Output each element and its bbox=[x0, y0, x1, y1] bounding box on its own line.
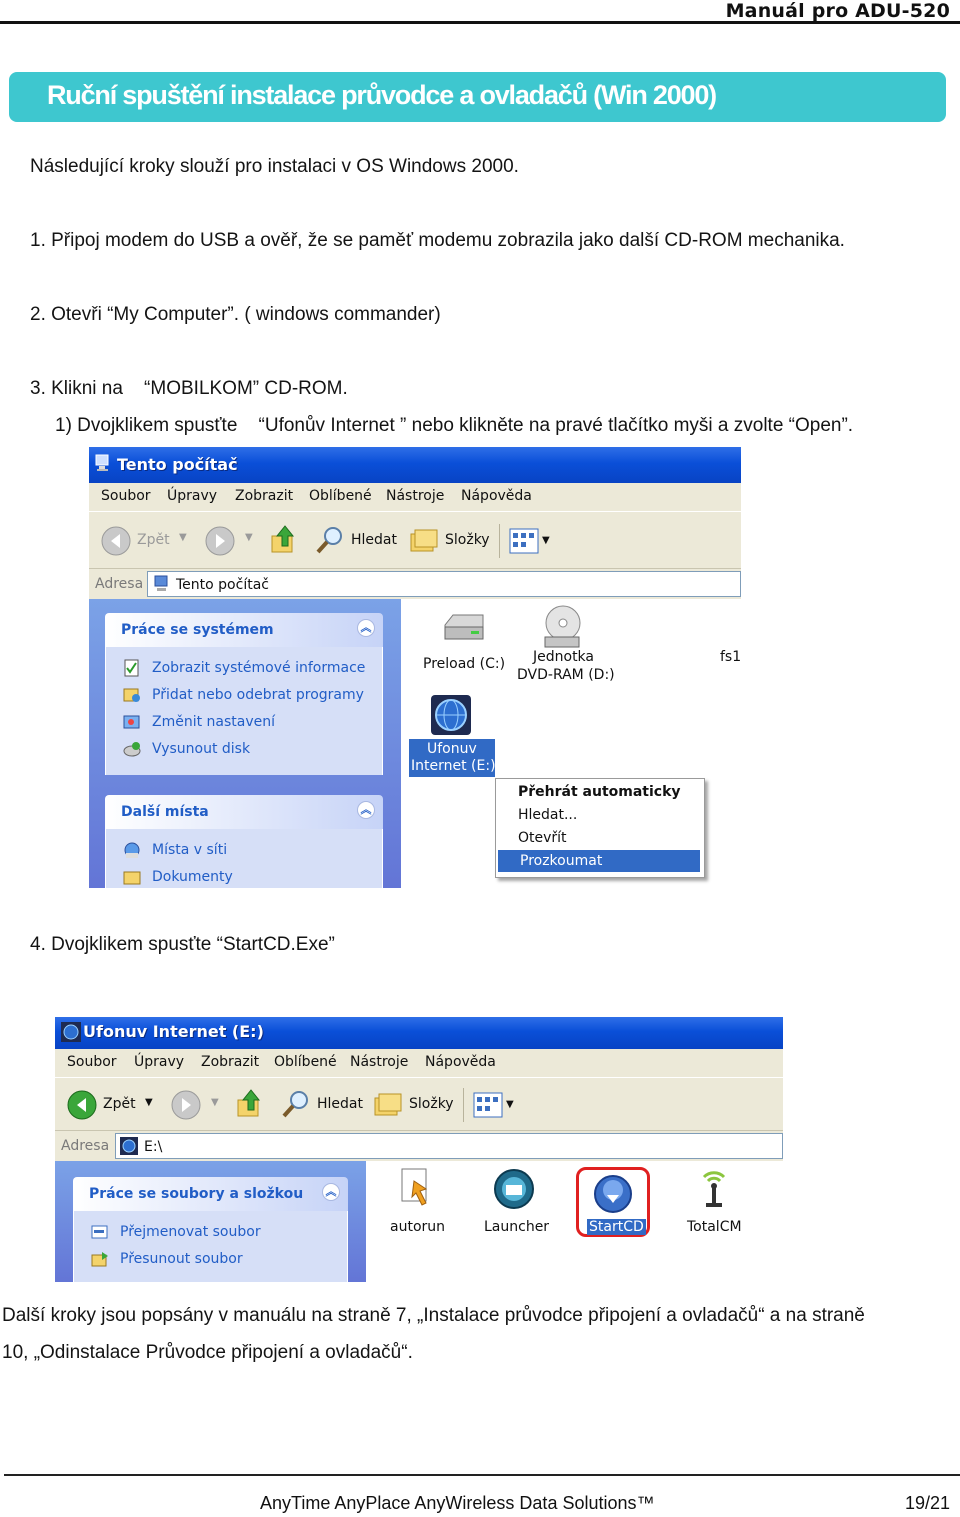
drive-d-label-line2[interactable]: DVD-RAM (D:) bbox=[517, 667, 615, 683]
folder-up-icon[interactable] bbox=[235, 1088, 265, 1120]
system-tasks-title: Práce se systémem bbox=[121, 622, 274, 638]
step-4: 4. Dvojklikem spusťte “StartCD.Exe” bbox=[30, 934, 335, 955]
menu-open[interactable]: Otevřít bbox=[518, 830, 567, 846]
file-tasks-title: Práce se soubory a složkou bbox=[89, 1186, 304, 1202]
step-2: 2. Otevři “My Computer”. ( windows commander) bbox=[30, 304, 441, 325]
file-tasks-body bbox=[73, 1211, 348, 1282]
other-places-body bbox=[105, 829, 383, 888]
forward-dropdown-icon[interactable]: ▼ bbox=[245, 532, 253, 543]
back-button-label[interactable]: Zpět bbox=[137, 532, 170, 548]
forward-arrow-icon[interactable] bbox=[171, 1090, 201, 1120]
move-file-icon bbox=[90, 1250, 110, 1268]
manual-title: Manuál pro ADU-520 bbox=[725, 0, 950, 22]
add-remove-programs-icon bbox=[122, 686, 142, 704]
back-dropdown-icon[interactable]: ▼ bbox=[145, 1097, 153, 1108]
menu-nastroje[interactable]: Nástroje bbox=[386, 488, 445, 504]
documents-folder-icon bbox=[122, 868, 142, 886]
toolbar-divider bbox=[499, 524, 500, 558]
task-move-file[interactable]: Přesunout soubor bbox=[120, 1251, 243, 1267]
back-dropdown-icon[interactable]: ▼ bbox=[179, 532, 187, 543]
task-pane bbox=[55, 1161, 366, 1282]
menu-zobrazit[interactable]: Zobrazit bbox=[235, 488, 294, 504]
startcd-app-icon[interactable] bbox=[592, 1173, 634, 1215]
menu-autoplay[interactable]: Přehrát automaticky bbox=[518, 784, 681, 800]
system-info-icon bbox=[122, 659, 142, 677]
views-dropdown-icon[interactable]: ▼ bbox=[506, 1099, 514, 1110]
closing-paragraph-line2: 10, „Odinstalace Průvodce připojení a ovladačů“. bbox=[2, 1342, 413, 1363]
menu-napoveda[interactable]: Nápověda bbox=[425, 1054, 496, 1070]
launcher-app-icon[interactable] bbox=[492, 1167, 536, 1211]
ufonuv-internet-icon[interactable] bbox=[431, 695, 471, 735]
views-dropdown-icon[interactable]: ▼ bbox=[542, 535, 550, 546]
forward-arrow-icon[interactable] bbox=[205, 526, 235, 556]
menu-napoveda[interactable]: Nápověda bbox=[461, 488, 532, 504]
views-icon[interactable] bbox=[473, 1092, 503, 1118]
toolbar bbox=[55, 1077, 783, 1131]
file-autorun-label[interactable]: autorun bbox=[390, 1219, 446, 1235]
file-totalcm-label[interactable]: TotalCM bbox=[687, 1219, 742, 1235]
search-icon[interactable] bbox=[281, 1089, 311, 1119]
search-icon[interactable] bbox=[315, 525, 345, 555]
task-pane bbox=[89, 599, 401, 888]
control-panel-icon bbox=[122, 713, 142, 731]
back-arrow-icon[interactable] bbox=[67, 1090, 97, 1120]
task-change-settings[interactable]: Změnit nastavení bbox=[152, 714, 276, 730]
toolbar-divider bbox=[463, 1088, 464, 1122]
back-button-label[interactable]: Zpět bbox=[103, 1096, 136, 1112]
network-places-icon bbox=[122, 841, 142, 859]
footer-company: AnyTime AnyPlace AnyWireless Data Solutions™ bbox=[260, 1493, 655, 1513]
step-3: 3. Klikni na “MOBILKOM” CD-ROM. bbox=[30, 378, 348, 399]
folder-up-icon[interactable] bbox=[269, 524, 299, 556]
menu-soubor[interactable]: Soubor bbox=[101, 488, 151, 504]
system-tasks-body bbox=[105, 647, 383, 775]
other-places-header[interactable] bbox=[105, 795, 383, 829]
folders-button-label[interactable]: Složky bbox=[409, 1096, 454, 1112]
drive-fs-label[interactable]: fs1 bbox=[720, 649, 741, 665]
menu-soubor[interactable]: Soubor bbox=[67, 1054, 117, 1070]
address-bar bbox=[89, 569, 741, 599]
address-value: Tento počítač bbox=[176, 577, 269, 593]
eject-disk-icon bbox=[122, 740, 142, 758]
ufonuv-drive-small-icon bbox=[120, 1137, 138, 1155]
menu-bar bbox=[89, 483, 741, 511]
place-documents[interactable]: Dokumenty bbox=[152, 869, 233, 885]
menu-search[interactable]: Hledat... bbox=[518, 807, 578, 823]
task-rename-file[interactable]: Přejmenovat soubor bbox=[120, 1224, 261, 1240]
folders-icon[interactable] bbox=[409, 526, 439, 554]
context-menu bbox=[495, 778, 705, 878]
file-startcd-label[interactable]: StartCD bbox=[589, 1219, 644, 1235]
drive-d-label-line1[interactable]: Jednotka bbox=[533, 649, 594, 665]
file-launcher-label[interactable]: Launcher bbox=[484, 1219, 550, 1235]
footer-page-number: 19/21 bbox=[904, 1493, 950, 1513]
address-field[interactable] bbox=[147, 571, 741, 597]
address-label: Adresa bbox=[95, 576, 144, 592]
page-header bbox=[0, 0, 960, 24]
window-title: Ufonuv Internet (E:) bbox=[83, 1022, 264, 1041]
section-title: Ruční spuštění instalace průvodce a ovladačů (Win 2000) bbox=[47, 80, 716, 110]
drive-e-label-line1: Ufonuv bbox=[427, 741, 477, 757]
ufonuv-globe-icon bbox=[61, 1022, 81, 1042]
folders-button-label[interactable]: Složky bbox=[445, 532, 490, 548]
computer-icon bbox=[95, 454, 111, 472]
collapse-chevron-icon[interactable]: ︽ bbox=[322, 1183, 340, 1201]
menu-bar bbox=[55, 1049, 783, 1077]
file-tasks-header[interactable] bbox=[73, 1177, 348, 1211]
window-titlebar bbox=[55, 1017, 783, 1049]
search-button-label[interactable]: Hledat bbox=[317, 1096, 363, 1112]
files-area bbox=[366, 1161, 783, 1282]
screenshot-ufonuv-drive bbox=[55, 1017, 783, 1282]
address-bar bbox=[55, 1131, 783, 1161]
menu-oblibene[interactable]: Oblíbené bbox=[274, 1054, 337, 1070]
place-network[interactable]: Místa v síti bbox=[152, 842, 228, 858]
step-1: 1. Připoj modem do USB a ověř, že se paměť modemu zobrazila jako další CD-ROM mechanika. bbox=[30, 230, 845, 251]
task-eject-disk[interactable]: Vysunout disk bbox=[152, 741, 251, 757]
address-label: Adresa bbox=[61, 1138, 110, 1154]
rename-file-icon bbox=[90, 1223, 110, 1241]
screenshot-my-computer bbox=[89, 447, 741, 888]
menu-nastroje[interactable]: Nástroje bbox=[350, 1054, 409, 1070]
autorun-file-icon[interactable] bbox=[396, 1167, 436, 1211]
drive-e-label-line2: Internet (E:) bbox=[411, 758, 496, 774]
back-arrow-icon[interactable] bbox=[101, 526, 131, 556]
forward-dropdown-icon[interactable]: ▼ bbox=[211, 1097, 219, 1108]
other-places-title: Další místa bbox=[121, 804, 209, 820]
window-title: Tento počítač bbox=[117, 455, 238, 474]
step-3-sub: 1) Dvojklikem spusťte “Ufonův Internet ” nebo klikněte na pravé tlačítko myši a zvolte “Open”. bbox=[55, 415, 854, 436]
computer-small-icon bbox=[154, 575, 170, 593]
hard-drive-icon[interactable] bbox=[441, 611, 487, 647]
intro-paragraph: Následující kroky slouží pro instalaci v OS Windows 2000. bbox=[30, 156, 519, 177]
menu-explore[interactable]: Prozkoumat bbox=[498, 850, 700, 872]
globe-icon bbox=[431, 695, 471, 735]
closing-paragraph-line1: Další kroky jsou popsány v manuálu na straně 7, „Instalace průvodce připojení a ovladačů“ a na straně bbox=[2, 1305, 865, 1326]
collapse-chevron-icon[interactable]: ︽ bbox=[357, 801, 375, 819]
menu-upravy[interactable]: Úpravy bbox=[167, 488, 218, 504]
menu-zobrazit[interactable]: Zobrazit bbox=[201, 1054, 260, 1070]
drive-c-label[interactable]: Preload (C:) bbox=[423, 656, 506, 672]
collapse-chevron-icon[interactable]: ︽ bbox=[357, 619, 375, 637]
task-add-remove-programs[interactable]: Přidat nebo odebrat programy bbox=[152, 687, 364, 703]
system-tasks-header[interactable] bbox=[105, 613, 383, 647]
address-field[interactable] bbox=[115, 1133, 783, 1159]
section-banner bbox=[9, 72, 946, 122]
menu-oblibene[interactable]: Oblíbené bbox=[309, 488, 372, 504]
search-button-label[interactable]: Hledat bbox=[351, 532, 397, 548]
views-icon[interactable] bbox=[509, 528, 539, 554]
window-titlebar bbox=[89, 447, 741, 483]
folders-icon[interactable] bbox=[373, 1090, 403, 1118]
drive-e-selection[interactable] bbox=[409, 739, 495, 777]
totalcm-antenna-icon[interactable] bbox=[696, 1167, 732, 1211]
dvd-drive-icon[interactable] bbox=[539, 603, 585, 651]
footer-divider bbox=[4, 1474, 960, 1476]
address-value: E:\ bbox=[144, 1139, 163, 1155]
toolbar bbox=[89, 511, 741, 569]
task-view-system-info[interactable]: Zobrazit systémové informace bbox=[152, 660, 366, 676]
menu-upravy[interactable]: Úpravy bbox=[134, 1054, 185, 1070]
